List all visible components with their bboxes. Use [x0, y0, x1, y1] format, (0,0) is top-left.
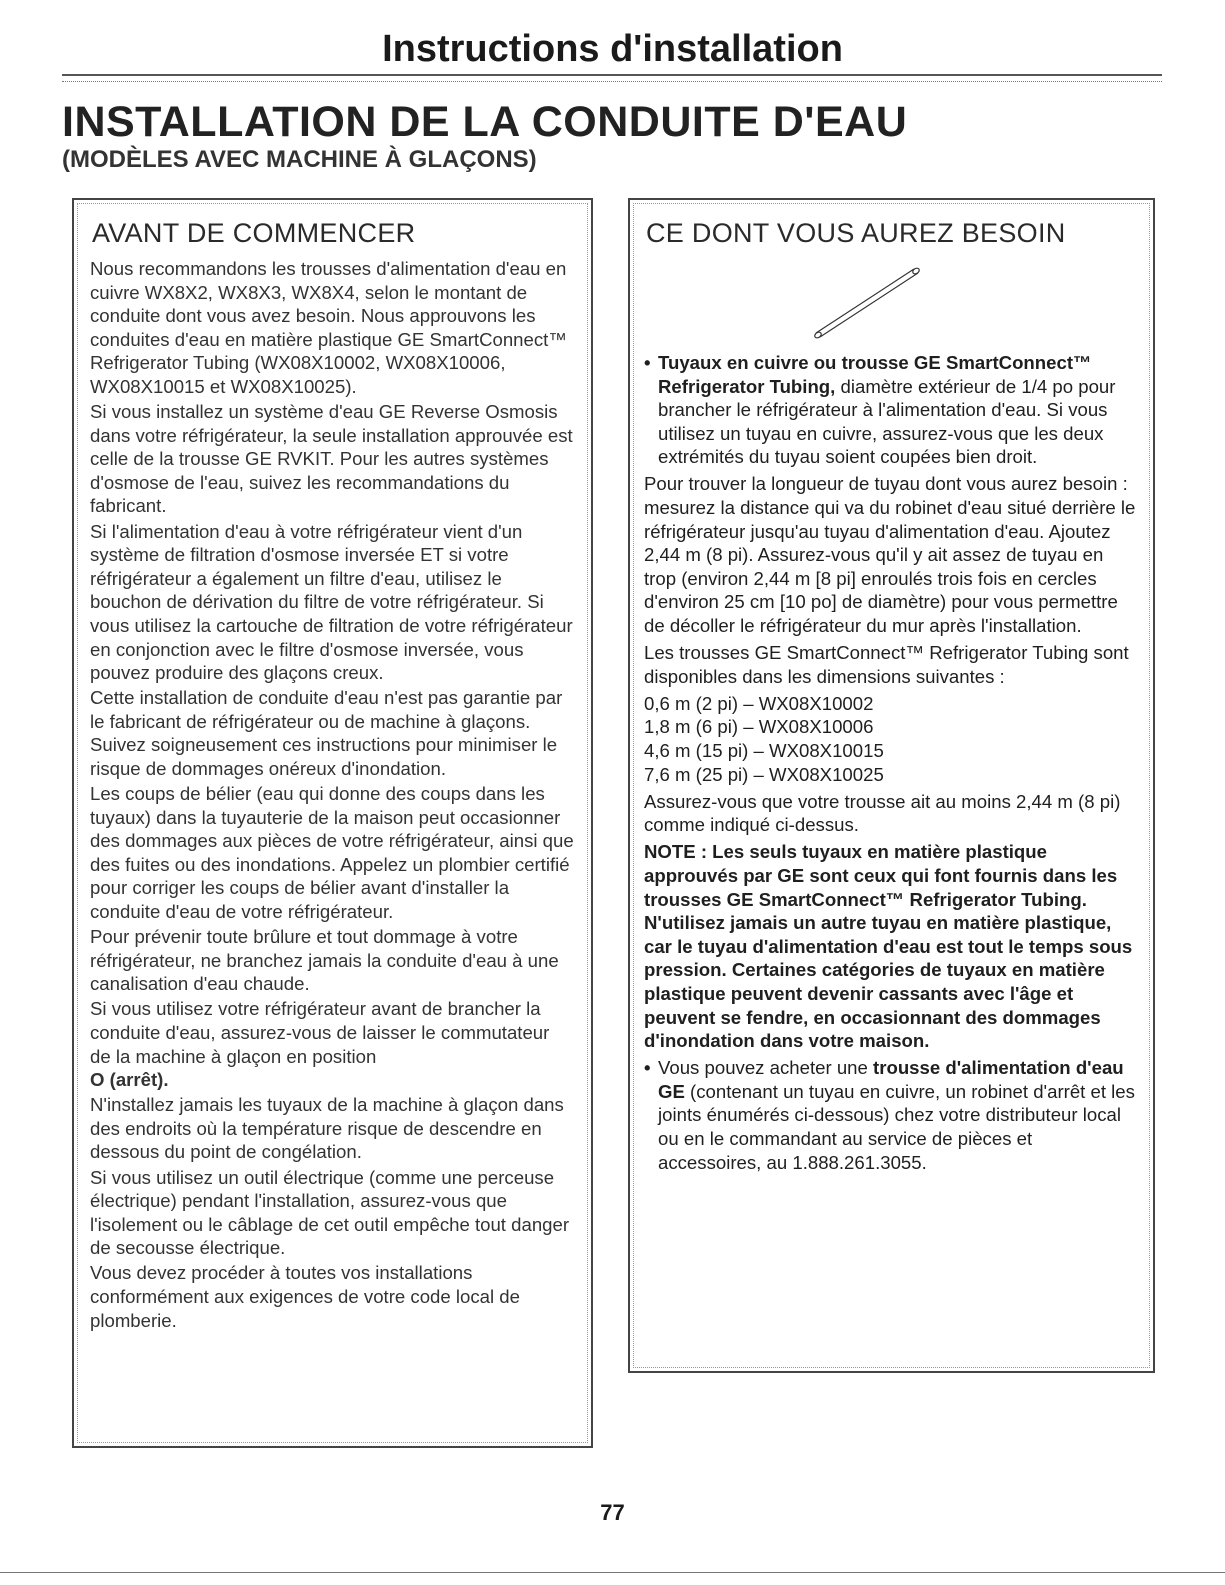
bottom-divider [0, 1572, 1225, 1573]
what-you-need-text [644, 351, 1139, 1174]
list-item: 0,6 m (2 pi) – WX08X10002 [644, 692, 874, 714]
tubing-description: diamètre extérieur de 1/4 po pour brancher le réfrigérateur à l'alimentation d'eau. Si vous utilisez un tuyau en cuivre, assurez-vous que les deux extrémités du tuyau soient coupées bien droit. [658, 375, 1116, 468]
bullet-text: (contenant un tuyau en cuivre, un robinet d'arrêt et les joints énumérés ci-dessous) chez votre distributeur local ou en le commandant au service de pièces et accessoires, au 1.888.261.3055. [658, 1080, 1135, 1173]
before-you-begin-box [72, 198, 593, 1448]
header-divider [62, 74, 1162, 82]
paragraph: N'installez jamais les tuyaux de la machine à glaçon dans des endroits où la température risque de descendre en dessous du point de congélation. [90, 1094, 564, 1163]
bullet-text: Vous pouvez acheter une [658, 1057, 874, 1079]
paragraph: Pour prévenir toute brûlure et tout dommage à votre réfrigérateur, ne branchez jamais la conduite d'eau à une canalisation d'eau chaude. [90, 926, 559, 995]
paragraph: Cette installation de conduite d'eau n'est pas garantie par le fabricant de réfrigérateur ou de machine à glaçons. Suivez soigneusement ces instructions pour minimiser le risque de dommages onéreux d'inondation. [90, 687, 563, 779]
paragraph: Si vous installez un système d'eau GE Reverse Osmosis dans votre réfrigérateur, la seule installation approuvée est celle de la trousse GE RVKIT. Pour les autres systèmes d'osmose de l'eau, suivez les recommandations du fabricant. [90, 401, 573, 517]
list-item [644, 351, 1139, 469]
list-item [644, 1056, 1139, 1174]
water-kit-label: trousse d'alimentation d'eau GE [658, 1057, 1124, 1102]
list-item: 4,6 m (15 pi) – WX08X10015 [644, 740, 884, 761]
section-subtitle: (MODÈLES AVEC MACHINE À GLAÇONS) [62, 146, 537, 173]
note-paragraph: NOTE : Les seuls tuyaux en matière plastique approuvés par GE sont ceux qui font fournis dans les trousses GE SmartConnect™ Refrigerator Tubing. N'utilisez jamais un autre tuyau en matière plastique, car le tuyau d'alimentation d'eau est tout le temps sous pression. Certaines catégories de tuyaux en matière plastique peuvent devenir cassants avec l'âge et peuvent se fendre, en occasionnant des dommages d'inondation dans votre maison. [644, 841, 1133, 1052]
paragraph: Si l'alimentation d'eau à votre réfrigérateur vient d'un système de filtration d'osmose inversée ET si votre réfrigérateur a également un filtre d'eau, utilisez le bouchon de dérivation du filtre de votre réfrigérateur. Si vous utilisez la cartouche de filtration de votre réfrigérateur en conjonction avec le filtre d'osmose inversée, vous pouvez produire des glaçons creux. [90, 520, 573, 684]
tubing-label: Tuyaux en cuivre ou trousse GE SmartConnect™ Refrigerator Tubing, [658, 352, 1092, 397]
what-you-need-box [628, 198, 1155, 1373]
list-item: 1,8 m (6 pi) – WX08X10006 [644, 716, 874, 738]
paragraph: Si vous utilisez un outil électrique (comme une perceuse électrique) pendant l'installation, assurez-vous que l'isolement ou le câblage de cet outil empêche tout danger de secousse électrique. [90, 1166, 570, 1259]
off-position-label: O (arrêt). [90, 1069, 169, 1091]
before-you-begin-heading: AVANT DE COMMENCER [92, 218, 416, 248]
paragraph: Les coups de bélier (eau qui donne des coups dans les tuyaux) dans la tuyauterie de la maison peut occasionner des dommages aux pièces de votre réfrigérateur, ainsi que des fuites ou des inondations. Appelez un plombier certifié pour corriger les coups de bélier avant d'installer la conduite d'eau de votre réfrigérateur. [90, 783, 574, 923]
tubing-illustration-icon [644, 257, 1139, 345]
paragraph: Pour trouver la longueur de tuyau dont vous aurez besoin : mesurez la distance qui va du robinet d'eau situé derrière le réfrigérateur jusqu'au tuyau d'alimentation d'eau. Ajoutez 2,44 m (8 pi). Assurez-vous qu'il y ait assez de tuyau en trop (environ 2,44 m [8 pi] enroulés trois fois en cercles d'environ 25 cm [10 po] de diamètre) pour vous permettre de décoller le réfrigérateur du mur après l'installation. [644, 473, 1136, 637]
bullet-icon: • [644, 1057, 651, 1079]
page-header-title: Instructions d'installation [382, 28, 843, 70]
paragraph: Les trousses GE SmartConnect™ Refrigerator Tubing sont disponibles dans les dimensions suivantes : [644, 642, 1129, 687]
what-you-need-heading: CE DONT VOUS AUREZ BESOIN [646, 218, 1066, 248]
page-number: 77 [600, 1500, 625, 1525]
section-title: INSTALLATION DE LA CONDUITE D'EAU [62, 98, 908, 146]
paragraph: Vous devez procéder à toutes vos installations conformément aux exigences de votre code local de plomberie. [90, 1262, 520, 1331]
list-item: 7,6 m (25 pi) – WX08X10025 [644, 763, 884, 785]
paragraph: Assurez-vous que votre trousse ait au moins 2,44 m (8 pi) comme indiqué ci-dessus. [644, 790, 1121, 836]
bullet-icon: • [644, 352, 651, 373]
paragraph: Nous recommandons les trousses d'alimentation d'eau en cuivre WX8X2, WX8X3, WX8X4, selon le montant de conduite dont vous avez besoin. Nous approuvons les conduites d'eau en matière plastique GE SmartConnect™ Refrigerator Tubing (WX08X10002, WX08X10006, WX08X10015 et WX08X10025). [90, 258, 567, 397]
paragraph-text: Si vous utilisez votre réfrigérateur avant de brancher la conduite d'eau, assurez-vous de laisser le commutateur de la machine à glaçon en position [90, 998, 550, 1067]
before-you-begin-text [90, 257, 575, 1332]
paragraph [90, 997, 575, 1091]
kit-sizes-list [644, 692, 1139, 786]
